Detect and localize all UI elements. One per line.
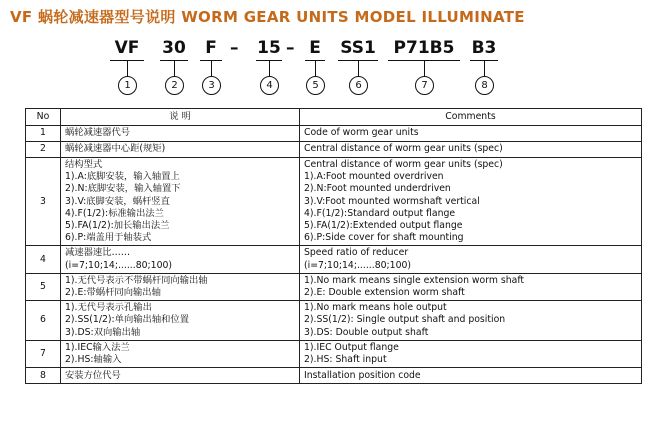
table-row [26,142,642,158]
row-en: Code of worm gear units [300,126,642,142]
code-seg-6: SS1 [338,38,378,58]
row-en: Central distance of worm gear units (spec) 1).A:Foot mounted overdriven 2).N:Foot mounted underdriven 3).V:Foot mounted wormshaft vertical 4).F(1/2):Standard output flange 5).FA(1/2):Extended output flange 6).P:Side cover for shaft mounting [300,158,642,246]
row-en: 1).No mark means hole output 2).SS(1/2): Single output shaft and position 3).DS: Double output shaft [300,301,642,341]
table-row [26,301,642,341]
code-seg-2: 30 [160,38,188,58]
row-no: 6 [26,301,61,341]
header-zh: 说 明 [61,109,300,126]
table-row [26,368,642,384]
model-code [0,38,652,98]
code-seg-7: P71B5 [388,38,460,58]
row-no: 4 [26,246,61,273]
marker-8: 8 [475,76,494,95]
marker-7: 7 [415,76,434,95]
table-row [26,158,642,246]
row-zh: 1).无代号表示孔输出 2).SS(1/2):单向输出轴和位置 3).DS:双向输出轴 [61,301,300,341]
code-seg-3: F [200,38,222,58]
marker-5: 5 [306,76,325,95]
header-en: Comments [300,109,642,126]
table-row [26,126,642,142]
row-en: 1).No mark means single extension worm shaft 2).E: Double extension worm shaft [300,273,642,300]
code-seg-8: B3 [470,38,498,58]
row-zh: 蜗轮减速器代号 [61,126,300,142]
row-zh: 减速器速比…… (i=7;10;14;......80;100) [61,246,300,273]
marker-3: 3 [202,76,221,95]
row-no: 7 [26,340,61,367]
code-dash: – [286,38,295,58]
marker-2: 2 [165,76,184,95]
header-no: No [26,109,61,126]
code-seg-5: E [305,38,325,58]
row-no: 1 [26,126,61,142]
row-no: 5 [26,273,61,300]
row-en: Speed ratio of reducer (i=7;10;14;......80;100) [300,246,642,273]
row-no: 8 [26,368,61,384]
row-en: 1).IEC Output flange 2).HS: Shaft input [300,340,642,367]
code-dash: – [230,38,239,58]
code-seg-4: 15 [256,38,282,58]
table-row [26,246,642,273]
marker-1: 1 [118,76,137,95]
table-header-row [26,109,642,126]
marker-4: 4 [260,76,279,95]
row-zh: 结构型式 1).A:底脚安装，输入轴置上 2).N:底脚安装，输入轴置下 3).V:底脚安装，蜗杆竖直 4).F(1/2):标准输出法兰 5).FA(1/2):加长输出法兰 6).P:端盖用于轴装式 [61,158,300,246]
row-zh: 安装方位代号 [61,368,300,384]
code-seg-1: VF [110,38,144,58]
row-no: 2 [26,142,61,158]
row-zh: 蜗轮减速器中心距(规矩) [61,142,300,158]
row-en: Central distance of worm gear units (spec) [300,142,642,158]
table-row [26,273,642,300]
row-zh: 1).IEC输入法兰 2).HS:轴输入 [61,340,300,367]
page-title: VF 蜗轮减速器型号说明 WORM GEAR UNITS MODEL ILLUMINATE [10,8,525,26]
model-table [25,108,642,384]
marker-6: 6 [349,76,368,95]
table-row [26,340,642,367]
row-en: Installation position code [300,368,642,384]
row-zh: 1).无代号表示不带蜗杆同向输出轴 2).E:带蜗杆同向输出轴 [61,273,300,300]
row-no: 3 [26,158,61,246]
